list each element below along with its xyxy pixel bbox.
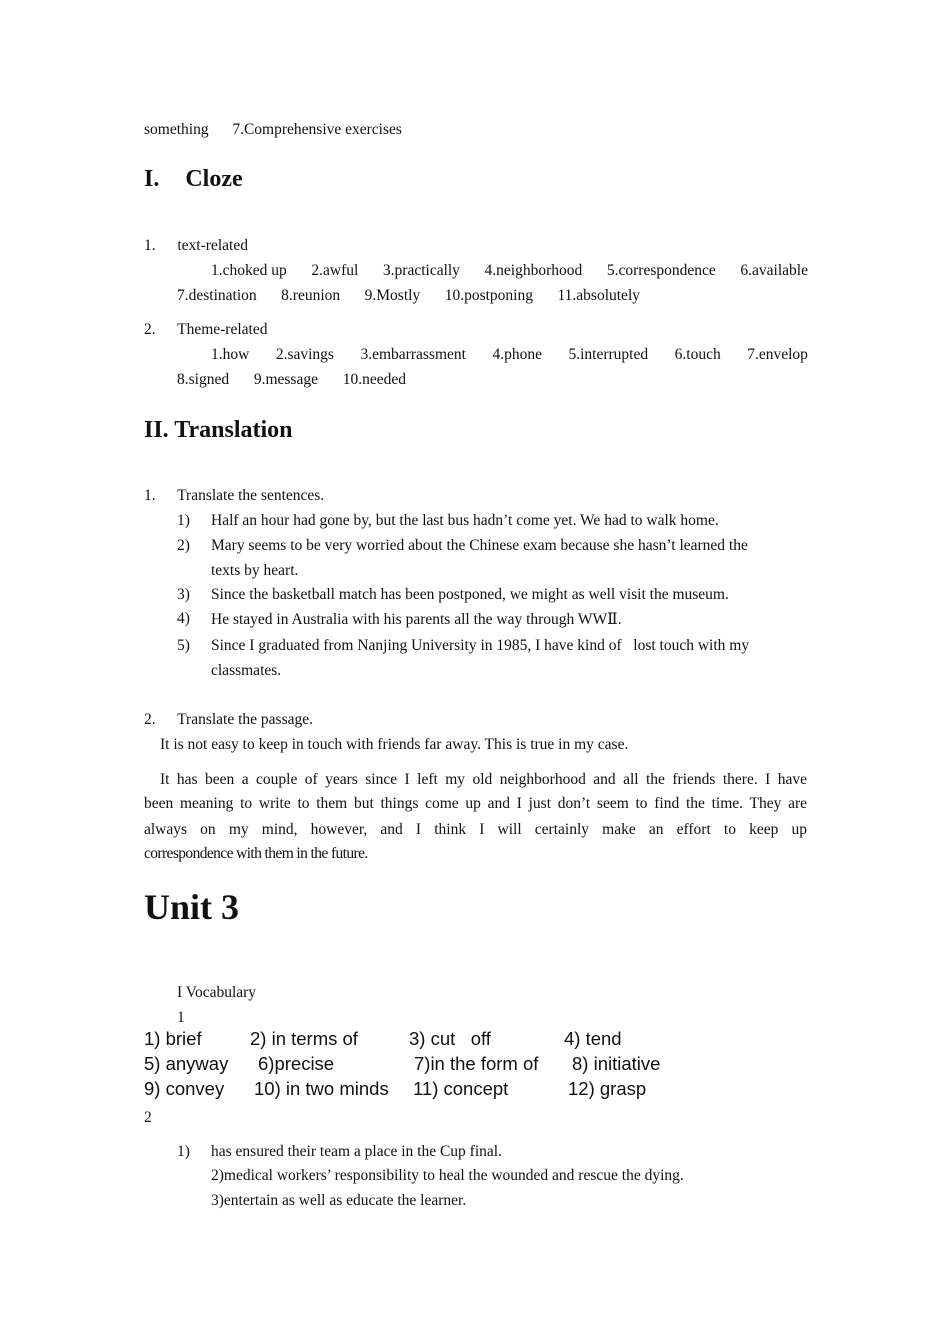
sentence-number: 1) [177, 512, 190, 529]
translation-heading: II. Translation [144, 417, 293, 443]
vocab-item: 6)precise [258, 1053, 335, 1074]
top-line [144, 121, 402, 139]
part2-label: 2 [144, 1109, 152, 1126]
vocab-item: 1) brief [144, 1028, 202, 1049]
part2-line: 3)entertain as well as educate the learner. [211, 1192, 467, 1209]
vocab-item: 12) grasp [568, 1078, 647, 1099]
sentence-text: Since the basketball match has been postponed, we might as well visit the museum. [211, 586, 729, 603]
answer-word: 3.embarrassment [360, 346, 466, 363]
sentence-text-cont: classmates. [211, 662, 282, 679]
vocab-item: 4) tend [564, 1028, 622, 1049]
answer-word: 10.postponing [444, 287, 533, 304]
vocab-item: 10) in two minds [254, 1078, 389, 1099]
answer-word: 11.absolutely [557, 287, 640, 304]
vocab-item: 7)in the form of [414, 1053, 539, 1074]
sentence-number: 2) [177, 537, 190, 554]
unit-title: Unit 3 [144, 887, 240, 927]
answer-word: 4.neighborhood [484, 262, 583, 279]
answer-word: 10.needed [342, 371, 406, 388]
answer-word: 3.practically [382, 262, 460, 279]
part2-line: 2)medical workers’ responsibility to heal the wounded and rescue the dying. [211, 1167, 684, 1184]
answer-word: 2.awful [311, 262, 359, 279]
answer-word: 6.available [740, 262, 808, 279]
answer-word: 1.how [211, 346, 250, 363]
sentence-text: Mary seems to be very worried about the Chinese exam because she hasn’t learned the [211, 537, 748, 554]
cloze-item1-title: 1. text-related [144, 237, 248, 254]
translation-item2-title: 2. Translate the passage. [144, 711, 313, 728]
vocab-item: 2) in terms of [250, 1028, 358, 1049]
sentence-text: He stayed in Australia with his parents all the way through WWⅡ. [211, 611, 622, 628]
part2-number: 1) [177, 1143, 190, 1160]
top-line-right: 7.Comprehensive exercises [232, 121, 402, 138]
passage-line: correspondence with them in the future. [144, 845, 368, 862]
cloze-item2-row2 [177, 371, 406, 389]
part1-label: 1 [177, 1009, 185, 1026]
answer-word: 4.phone [492, 346, 542, 363]
sentence-number: 5) [177, 637, 190, 654]
vocab-item: 8) initiative [572, 1053, 661, 1074]
sentence-number: 3) [177, 586, 190, 603]
answer-word: 1.choked up [211, 262, 287, 279]
cloze-item2-title: 2. Theme-related [144, 321, 268, 338]
cloze-item1-row1 [211, 262, 808, 280]
sentence-text: Half an hour had gone by, but the last bus hadn’t come yet. We had to walk home. [211, 512, 719, 529]
passage-line: always on my mind, however, and I think I will certainly make an effort to keep up [144, 821, 807, 838]
sentence-text: Since I graduated from Nanjing University in 1985, I have kind of lost touch with my [211, 637, 750, 654]
vocab-item: 11) concept [413, 1078, 509, 1099]
sentence-text-cont: texts by heart. [211, 562, 299, 579]
top-line-left: something [144, 121, 209, 138]
translation-item1-title: 1. Translate the sentences. [144, 487, 325, 504]
answer-word: 9.Mostly [364, 287, 421, 304]
vocab-heading: I Vocabulary [177, 984, 257, 1001]
answer-word: 9.message [253, 371, 318, 388]
vocab-item: 3) cut off [409, 1028, 491, 1049]
answer-word: 7.destination [177, 287, 257, 304]
vocab-item: 9) convey [144, 1078, 225, 1099]
passage-line: It has been a couple of years since I left my old neighborhood and all the friends there. I have [160, 771, 807, 788]
part2-line: has ensured their team a place in the Cup final. [211, 1143, 502, 1160]
answer-word: 5.correspondence [606, 262, 716, 279]
cloze-heading: I. Cloze [144, 166, 243, 192]
passage-para1: It is not easy to keep in touch with friends far away. This is true in my case. [160, 736, 629, 753]
answer-word: 8.signed [177, 371, 230, 388]
answer-word: 7.envelop [747, 346, 808, 363]
sentence-number: 4) [177, 610, 190, 627]
answer-word: 2.savings [275, 346, 334, 363]
cloze-item2-row1 [211, 346, 808, 364]
passage-line: been meaning to write to them but things come up and I just don’t seem to find the time. They are [144, 795, 807, 812]
vocab-item: 5) anyway [144, 1053, 229, 1074]
answer-word: 5.interrupted [568, 346, 649, 363]
answer-word: 8.reunion [281, 287, 341, 304]
cloze-item1-row2 [177, 287, 640, 305]
answer-word: 6.touch [674, 346, 721, 363]
